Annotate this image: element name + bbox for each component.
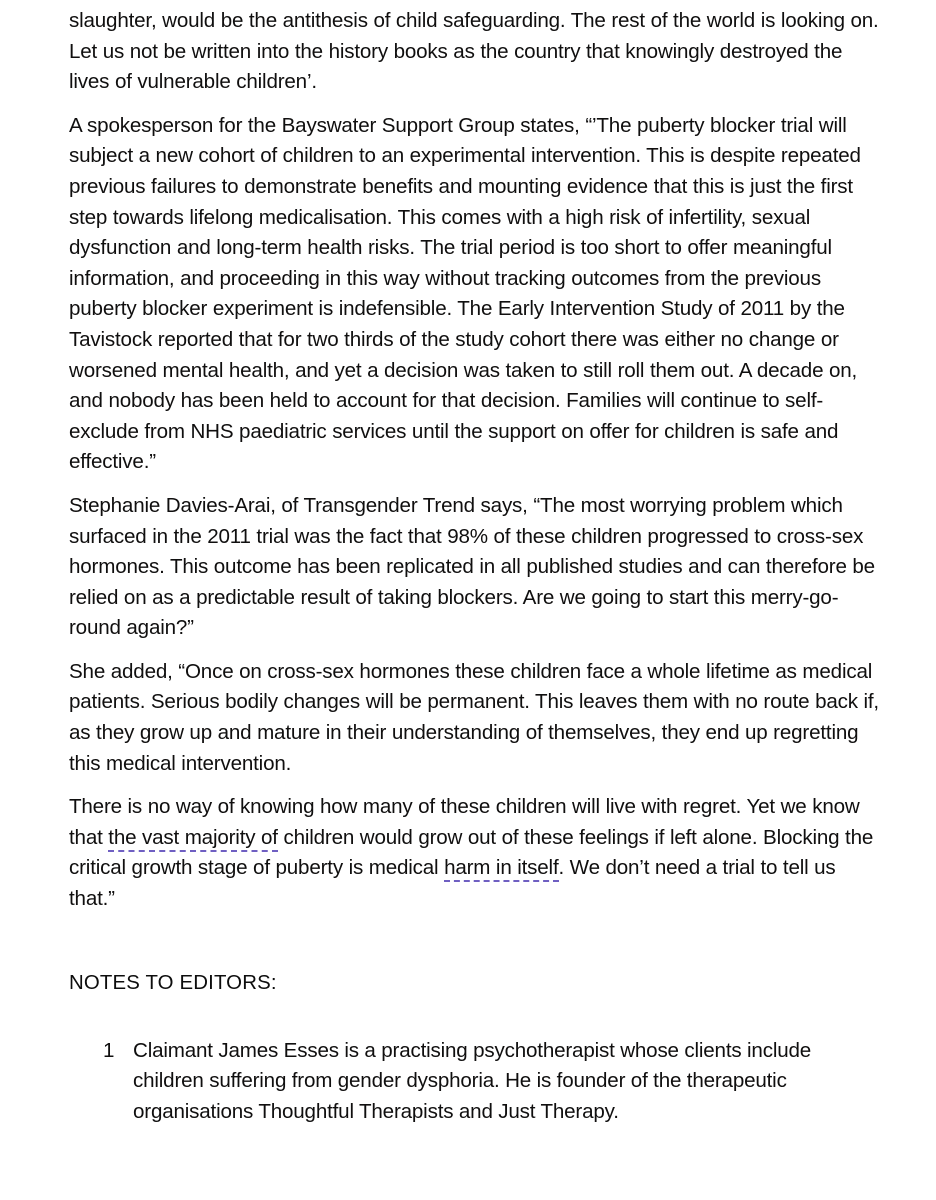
paragraph-regret-with-links	[69, 792, 880, 914]
notes-list-item	[69, 1036, 880, 1128]
paragraph-bayswater-statement: A spokesperson for the Bayswater Support Group states, “’The puberty blocker trial will subject a new cohort of children to an experimental intervention. This is despite repeated previous failures to demonstrate benefits and mounting evidence that this is just the first step towards lifelong medicalisation. This comes with a high risk of infertility, sexual dysfunction and long-term health risks. The trial period is too short to offer meaningful information, and proceeding in this way without tracking outcomes from the previous puberty blocker experiment is indefensible. The Early Intervention Study of 2011 by the Tavistock reported that for two thirds of the study cohort there was either no change or worsened mental health, and yet a decision was taken to still roll them out. A decade on, and nobody has been held to account for that decision. Families will continue to self-exclude from NHS paediatric services until the support on offer for children is safe and effective.”	[69, 113, 861, 474]
paragraph-regret-text-segment-3: . We don’t need a trial to tell us that.”	[69, 856, 836, 911]
link-harm-in-itself[interactable]: harm in itself	[444, 856, 558, 882]
paragraph-davies-arai-quote: Stephanie Davies-Arai, of Transgender Trend says, “The most worrying problem which surfaced in the 2011 trial was the fact that 98% of these children progressed to cross-sex hormones. This outcome has been replicated in all published studies and can therefore be relied on as a predictable result of taking blockers. Are we going to start this merry-go-round again?”	[69, 493, 875, 640]
paragraph-regret-text-segment-1: There is no way of knowing how many of these children will live with regret. Yet we know that	[69, 795, 860, 849]
document-body	[69, 0, 880, 1127]
paragraph-regret-text-segment-2: children would grow out of these feelings if left alone. Blocking the critical growth stage of puberty is medical	[69, 825, 874, 880]
paragraph-she-added: She added, “Once on cross-sex hormones these children face a whole lifetime as medical patients. Serious bodily changes will be permanent. This leaves them with no route back if, as they grow up and mature in their understanding of themselves, they end up regretting this medical intervention.	[69, 659, 879, 775]
section-spacer-below-notes-heading	[69, 998, 880, 1036]
notes-to-editors-heading: NOTES TO EDITORS:	[69, 971, 277, 994]
notes-list-item-number: 1	[103, 1038, 115, 1062]
section-spacer-above-notes	[69, 928, 880, 968]
notes-list-item-text: Claimant James Esses is a practising psychotherapist whose clients include children suffering from gender dysphoria. He is founder of the therapeutic organisations Thoughtful Therapists and Just Therapy.	[133, 1038, 812, 1123]
link-the-vast-majority-of[interactable]: the vast majority of	[108, 826, 278, 852]
paragraph-continuation-slaughter: slaughter, would be the antithesis of child safeguarding. The rest of the world is looking on. Let us not be written into the history books as the country that knowingly destroyed the lives of vulnerable children’.	[69, 9, 879, 94]
